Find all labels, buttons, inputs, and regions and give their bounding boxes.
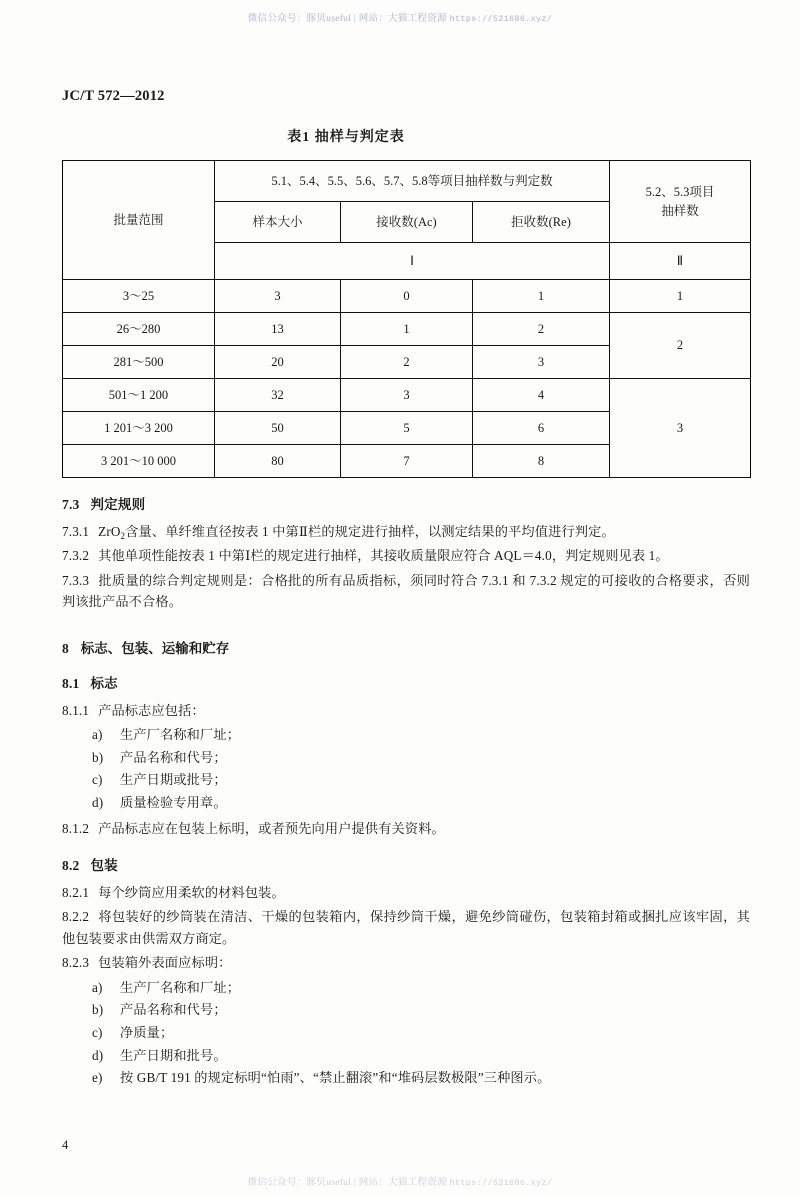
list-item [62, 1067, 750, 1090]
section-title: 包装 [90, 858, 118, 874]
list-marker: e) [92, 1070, 103, 1086]
cell-sample-size: 13 [215, 313, 341, 346]
list-item [62, 1022, 750, 1045]
cell-accept: 2 [341, 346, 473, 379]
list-item-text: 产品名称和代号； [120, 749, 227, 765]
cell-reject: 1 [473, 280, 610, 313]
clause-text-body: 含量、单纤维直径按表 1 中第Ⅱ栏的规定进行抽样，以测定结果的平均值进行判定。 [125, 524, 615, 539]
list-marker: c) [92, 772, 103, 788]
watermark-text: 微信公众号：豚贝useful | 网站：大猫工程资源 [247, 1178, 447, 1188]
section-number: 7.3 [62, 497, 80, 512]
list-8-2-3 [62, 977, 750, 1091]
section-title: 判定规则 [90, 497, 146, 512]
paragraph-7-3-3 [62, 570, 750, 613]
table-head [63, 161, 751, 280]
watermark-bottom [0, 1174, 800, 1188]
list-item [62, 977, 750, 1000]
cell-reject: 4 [473, 379, 610, 412]
cell-batch-range: 26～280 [63, 313, 215, 346]
header-sample-size: 样本大小 [215, 202, 341, 243]
header-reject-number: 拒收数(Re) [473, 202, 610, 243]
list-item-text: 生产日期和批号。 [120, 1047, 227, 1063]
list-item [62, 792, 750, 815]
cell-side-sampling: 1 [610, 280, 751, 313]
list-item-text: 按 GB/T 191 的规定标明“怕雨”、“禁止翻滚”和“堆码层数极限”三种图示。 [120, 1070, 551, 1086]
cell-accept: 3 [341, 379, 473, 412]
clause-text: 产品标志应在包装上标明，或者预先向用户提供有关资料。 [98, 820, 445, 836]
list-marker: c) [92, 1024, 103, 1040]
clause-text: 每个纱筒应用柔软的材料包装。 [98, 885, 285, 901]
cell-side-sampling: 3 [610, 379, 751, 478]
cell-reject: 3 [473, 346, 610, 379]
clause-text: 其他单项性能按表 1 中第Ⅰ栏的规定进行抽样，其接收质量限应符合 AQL＝4.0，判定规则见表 1。 [98, 548, 669, 564]
clause-number: 8.1.1 [62, 702, 90, 718]
table-title: 表1 抽样与判定表 [287, 130, 405, 145]
list-item-text: 生产厂名称和厂址； [120, 979, 241, 995]
cell-reject: 6 [473, 412, 610, 445]
section-title: 标志、包装、运输和贮存 [80, 640, 230, 656]
cell-accept: 0 [341, 280, 473, 313]
list-marker: d) [92, 1047, 104, 1063]
page-number: 4 [62, 1138, 69, 1152]
cell-sample-size: 3 [215, 280, 341, 313]
list-item-text: 生产厂名称和厂址； [120, 726, 241, 742]
clause-number: 8.1.2 [62, 820, 90, 836]
list-marker: b) [92, 1002, 104, 1018]
section-heading-7-3 [62, 493, 750, 513]
cell-sample-size: 50 [215, 412, 341, 445]
cell-batch-range: 281～500 [63, 346, 215, 379]
clause-number: 7.3.1 [62, 524, 90, 539]
list-item-text: 质量检验专用章。 [120, 794, 227, 810]
cell-sample-size: 80 [215, 445, 341, 478]
clause-text: 将包装好的纱筒装在清洁、干燥的包装箱内，保持纱筒干燥，避免纱筒碰伤，包装箱封箱或捆扎应该牢固，其他包装要求由供需双方商定。 [62, 909, 750, 946]
header-group-side-line1: 5.2、5.3项目 [645, 185, 715, 200]
header-roman-one: Ⅰ [215, 243, 610, 280]
table-header-row-group [63, 161, 751, 202]
list-marker: b) [92, 749, 104, 765]
header-group-side-line2: 抽样数 [661, 203, 699, 218]
list-item [62, 724, 750, 747]
section-heading-8 [62, 637, 750, 657]
list-item [62, 747, 750, 770]
subscript-2: 2 [120, 531, 126, 541]
header-group-side [610, 161, 751, 243]
section-title: 标志 [90, 675, 118, 691]
cell-sample-size: 32 [215, 379, 341, 412]
list-item-text: 净质量； [120, 1024, 174, 1040]
paragraph-8-2-3 [62, 952, 750, 973]
list-8-1-1 [62, 724, 750, 815]
section-heading-8-2 [62, 854, 750, 874]
section-heading-8-1 [62, 672, 750, 692]
clause-number: 7.3.2 [62, 548, 90, 564]
list-item [62, 769, 750, 792]
watermark-url: https://521686.xyz/ [449, 1178, 553, 1188]
clause-number: 8.2.2 [62, 909, 90, 925]
watermark-url: https://521686.xyz/ [449, 14, 553, 24]
paragraph-7-3-2 [62, 545, 750, 566]
cell-accept: 1 [341, 313, 473, 346]
cell-reject: 8 [473, 445, 610, 478]
list-marker: d) [92, 794, 104, 810]
cell-batch-range: 501～1 200 [63, 379, 215, 412]
watermark-text: 微信公众号：豚贝useful | 网站：大猫工程资源 [247, 14, 447, 24]
table-row [63, 280, 751, 313]
list-item [62, 999, 750, 1022]
cell-accept: 7 [341, 445, 473, 478]
header-accept-number: 接收数(Ac) [341, 202, 473, 243]
paragraph-8-2-1 [62, 882, 750, 903]
section-number: 8 [62, 640, 69, 656]
paragraph-8-1-1 [62, 700, 750, 721]
list-item-text: 生产日期或批号； [120, 772, 227, 788]
paragraph-8-2-2 [62, 906, 750, 949]
cell-reject: 2 [473, 313, 610, 346]
table-body [63, 280, 751, 478]
section-number: 8.1 [62, 675, 80, 691]
paragraph-7-3-1 [62, 521, 750, 542]
table-row [63, 313, 751, 346]
list-item [62, 1045, 750, 1068]
list-marker: a) [92, 979, 103, 995]
header-group-main: 5.1、5.4、5.5、5.6、5.7、5.8等项目抽样数与判定数 [215, 161, 610, 202]
cell-batch-range: 3～25 [63, 280, 215, 313]
cell-batch-range: 1 201～3 200 [63, 412, 215, 445]
clause-number: 7.3.3 [62, 572, 90, 588]
page-content [62, 0, 750, 1090]
section-number: 8.2 [62, 858, 80, 874]
clause-text-prefix: ZrO [98, 524, 121, 539]
standard-code-header: JC/T 572—2012 [62, 88, 165, 104]
header-batch-range: 批量范围 [63, 161, 215, 280]
cell-sample-size: 20 [215, 346, 341, 379]
cell-side-sampling: 2 [610, 313, 751, 379]
clause-number: 8.2.1 [62, 885, 90, 901]
clause-number: 8.2.3 [62, 955, 90, 971]
header-roman-two: Ⅱ [610, 243, 751, 280]
cell-batch-range: 3 201～10 000 [63, 445, 215, 478]
sampling-decision-table [62, 160, 751, 478]
list-marker: a) [92, 726, 103, 742]
list-item-text: 产品名称和代号； [120, 1002, 227, 1018]
clause-text: 包装箱外表面应标明： [98, 955, 232, 971]
cell-accept: 5 [341, 412, 473, 445]
table-row [63, 379, 751, 412]
clause-text: 产品标志应包括： [98, 702, 205, 718]
clause-text: 批质量的综合判定规则是：合格批的所有品质指标，须同时符合 7.3.1 和 7.3.2 规定的可接收的合格要求，否则判该批产品不合格。 [62, 572, 750, 610]
paragraph-8-1-2 [62, 818, 750, 839]
